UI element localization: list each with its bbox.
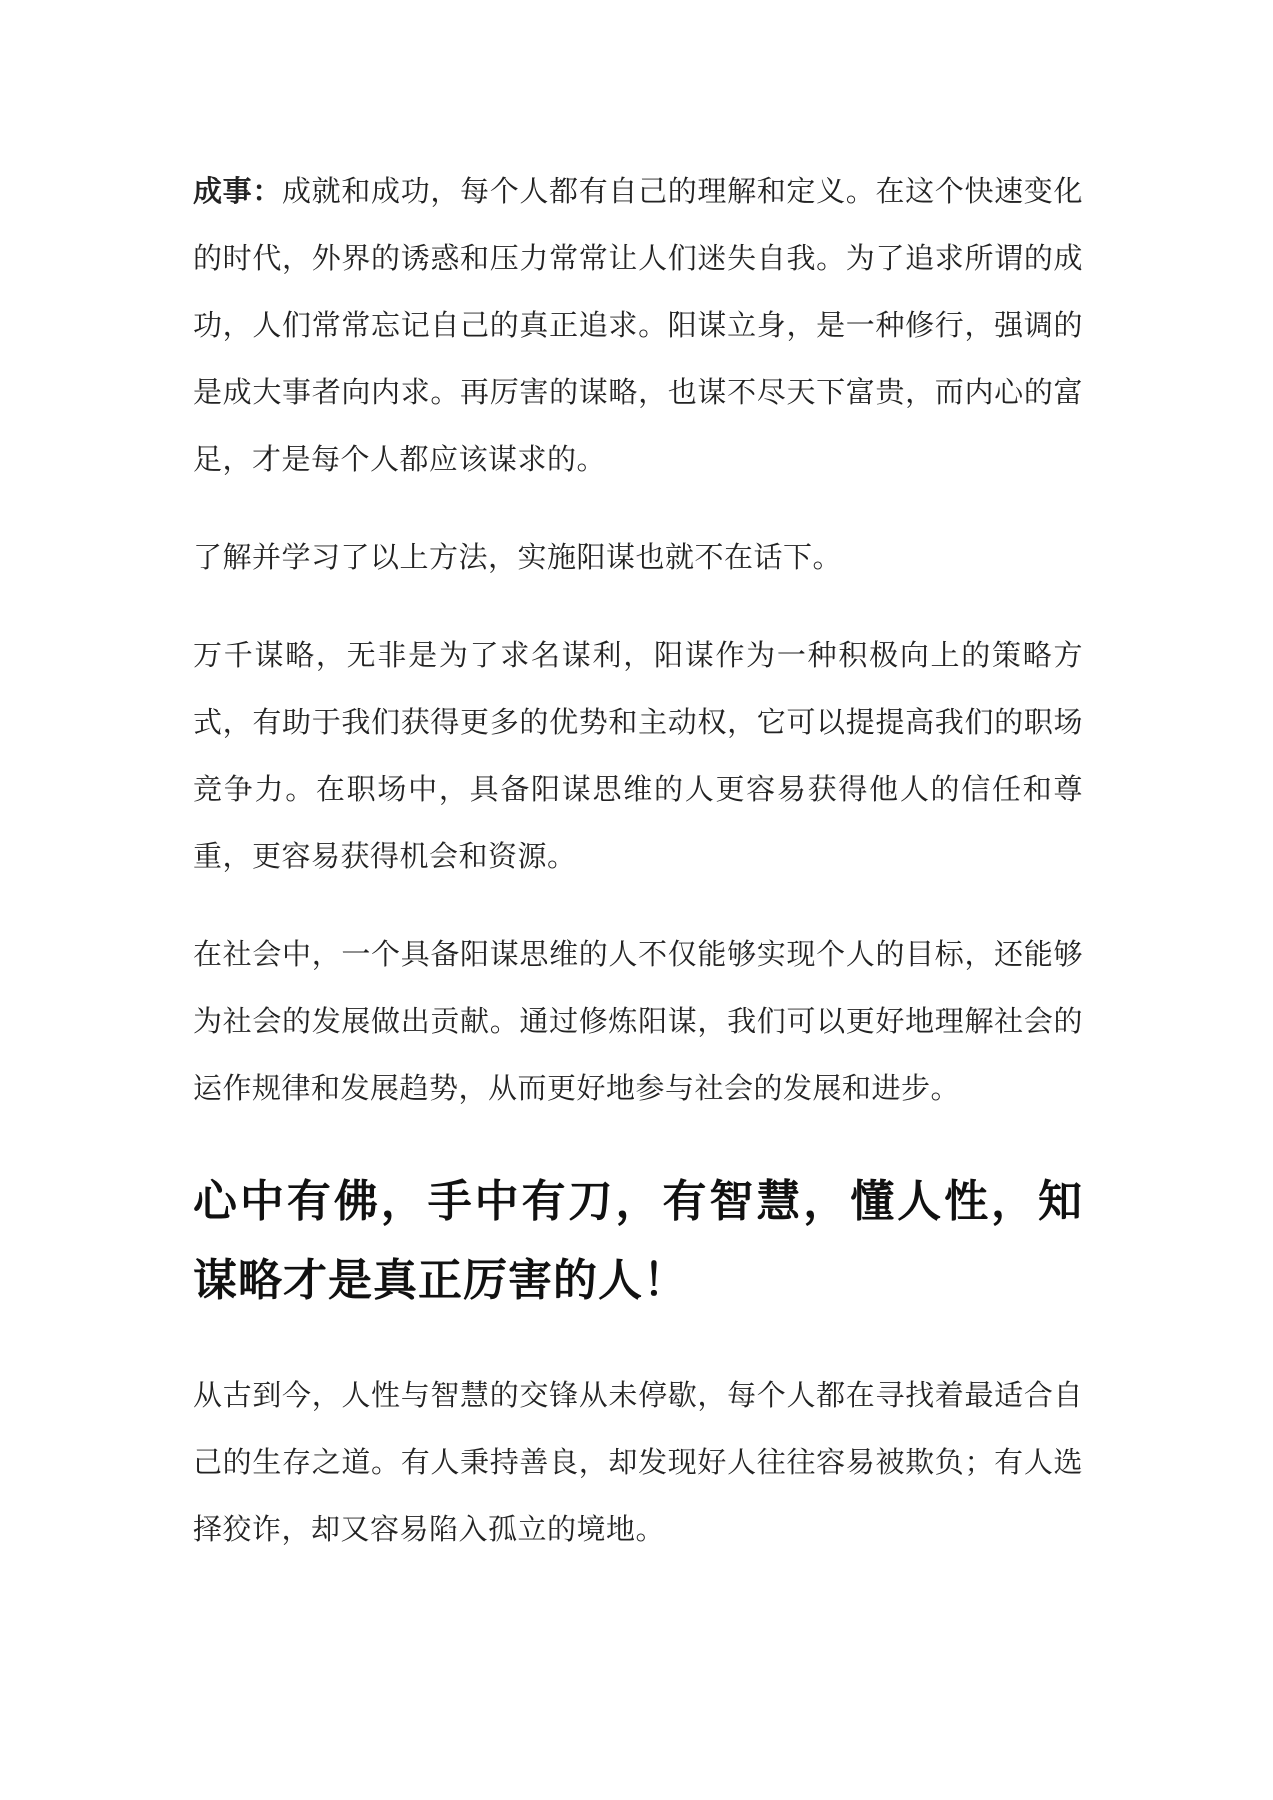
paragraph-human-nature: 从古到今，人性与智慧的交锋从未停歇，每个人都在寻找着最适合自己的生存之道。有人秉持善良，却发现好人往往容易被欺负；有人选择狡诈，却又容易陷入孤立的境地。 xyxy=(193,1378,1083,1546)
paragraph-society: 在社会中，一个具备阳谋思维的人不仅能够实现个人的目标，还能够为社会的发展做出贡献。通过修炼阳谋，我们可以更好地理解社会的运作规律和发展趋势，从而更好地参与社会的发展和进步。 xyxy=(193,937,1083,1105)
document-page xyxy=(193,158,1083,1563)
paragraph-success xyxy=(193,158,1083,493)
paragraph-method: 了解并学习了以上方法，实施阳谋也就不在话下。 xyxy=(193,540,843,574)
paragraph-success-text: 成就和成功，每个人都有自己的理解和定义。在这个快速变化的时代，外界的诱惑和压力常常让人们迷失自我。为了追求所谓的成功，人们常常忘记自己的真正追求。阳谋立身，是一种修行，强调的是成大事者向内求。再厉害的谋略，也谋不尽天下富贵，而内心的富足，才是每个人都应该谋求的。 xyxy=(193,174,1083,476)
paragraph-lead-label: 成事： xyxy=(193,174,283,208)
paragraph-workplace: 万千谋略，无非是为了求名谋利，阳谋作为一种积极向上的策略方式，有助于我们获得更多的优势和主动权，它可以提提高我们的职场竞争力。在职场中，具备阳谋思维的人更容易获得他人的信任和尊重，更容易获得机会和资源。 xyxy=(193,638,1083,873)
section-heading: 心中有佛，手中有刀，有智慧，懂人性，知谋略才是真正厉害的人！ xyxy=(193,1176,1083,1306)
